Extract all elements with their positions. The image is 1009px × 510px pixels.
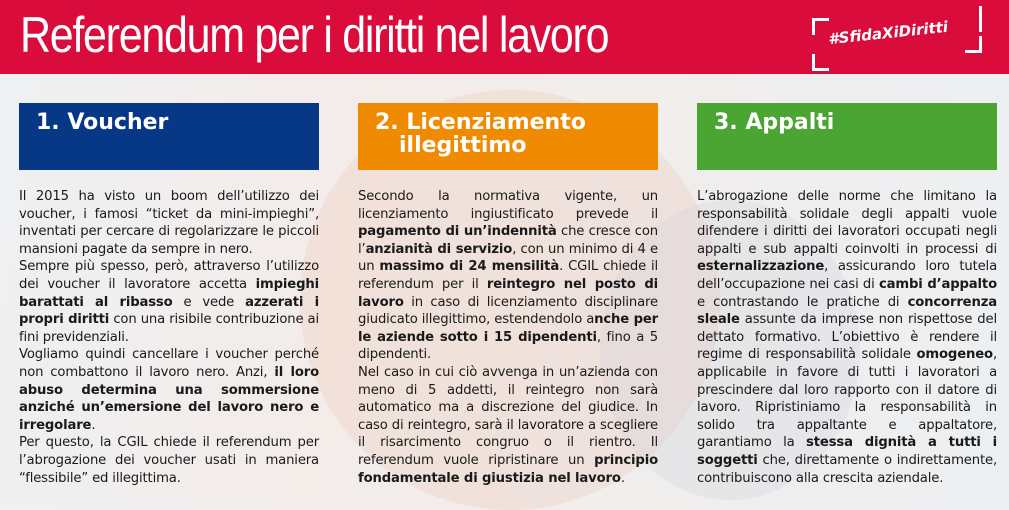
text: in caso di licenziamento disciplinare giudicato illegittimo, estendendolo a xyxy=(358,294,658,328)
text: assunte da imprese non rispettose del dettato formativo. L’obiettivo è rendere il regime di responsabilità solidale xyxy=(697,312,997,363)
bracket-decoration xyxy=(965,36,982,53)
bracket-decoration xyxy=(965,6,982,32)
section-title: 3. Appalti xyxy=(714,110,835,135)
bold-text: concorrenza sleale xyxy=(697,294,997,328)
text: , applicabile in favore di tutti i lavoratori a prescindere dal loro rapporto con il datore di lavoro. Ripristiniamo la responsabilità in solido tra appaltante e appaltatore, garantiamo la xyxy=(697,347,997,451)
text: che cresce con l’ xyxy=(358,224,658,257)
text: e contrastando le pratiche di xyxy=(697,294,908,310)
text: Per questo, la CGIL chiede il referendum per l’abrogazione dei voucher usati in maniera “flessibile” ed illegittima. xyxy=(19,435,319,486)
section-header-1 xyxy=(19,103,319,170)
paragraph xyxy=(697,188,997,487)
bold-text: azzerati i propri diritti xyxy=(19,294,319,328)
section-header-3 xyxy=(697,103,997,170)
bracket-decoration xyxy=(812,54,829,71)
section-title: 2. Licenziamento illegittimo xyxy=(375,110,586,158)
text: , assicurando loro tutela dell’occupazione nei casi di xyxy=(697,259,997,292)
paragraph xyxy=(19,434,319,487)
bold-text: cambi d’appalto xyxy=(878,276,997,292)
text: Sempre più spesso, però, attraverso l’utilizzo dei voucher il lavoratore accetta xyxy=(19,259,319,292)
bracket-decoration xyxy=(812,18,829,35)
text: . CGIL chiede il referendum per il xyxy=(358,259,659,292)
text: Vogliamo quindi cancellare i voucher perché non combattono il lavoro nero. Anzi, xyxy=(19,347,319,380)
text: , fino a 5 dipendenti. xyxy=(358,329,658,363)
bold-text: pagamento di un’indennità xyxy=(358,224,557,240)
section-header-2 xyxy=(358,103,658,170)
bold-text: reintegro nel posto di lavoro xyxy=(358,276,658,310)
paragraph xyxy=(19,346,319,434)
text: che, direttamente o indirettamente, contribuiscono alla crescita aziendale. xyxy=(697,452,997,486)
text: Secondo la normativa vigente, un licenziamento ingiustificato prevede il xyxy=(358,189,658,222)
text: L’abrogazione delle norme che limitano la responsabilità solidale degli appalti vuole difendere i diritti dei lavoratori occupati negli appalti e sub appalti coinvolti in processi di xyxy=(697,189,997,257)
bold-text: nche per le aziende sotto i 15 dipendenti xyxy=(358,312,659,345)
bold-text: omogeneo xyxy=(916,347,993,363)
section-body-1 xyxy=(19,188,319,487)
page-title: Referendum per i diritti nel lavoro xyxy=(20,7,609,63)
paragraph xyxy=(358,364,658,487)
paragraph xyxy=(358,188,658,364)
hashtag-logo xyxy=(806,4,992,72)
bold-text: stessa dignità a tutti i soggetti xyxy=(697,435,997,468)
text: . xyxy=(620,470,625,486)
bold-text: principio fondamentale di giustizia nel lavoro xyxy=(358,452,658,486)
text: con una risibile contribuzione ai fini previdenziali. xyxy=(19,312,319,345)
hashtag-text: #SfidaXiDiritti xyxy=(827,17,949,49)
paragraph xyxy=(19,188,319,258)
section-body-2 xyxy=(358,188,658,487)
text: e vede xyxy=(172,294,246,310)
paragraph xyxy=(19,258,319,346)
section-title-line: illegittimo xyxy=(399,133,527,158)
section-title: 1. Voucher xyxy=(36,110,169,135)
section-body-3 xyxy=(697,188,997,487)
bold-text: il loro abuso determina una sommersione anziché un’emersione del lavoro nero e irregolare xyxy=(19,364,319,433)
header-banner xyxy=(0,0,1009,74)
bold-text: anzianità di servizio xyxy=(365,241,513,257)
bold-text: esternalizzazione xyxy=(697,259,825,275)
bold-text: impieghi barattati al ribasso xyxy=(19,276,319,310)
text: Il 2015 ha visto un boom dell’utilizzo dei voucher, i famosi “ticket da mini-impieghi”, inventati per cercare di regolarizzare le piccoli mansioni pagate da sempre in nero. xyxy=(19,189,319,257)
text: , con un minimo di 4 e un xyxy=(358,241,658,275)
bold-text: massimo di 24 mensilità xyxy=(379,259,560,275)
text: Nel caso in cui ciò avvenga in un’azienda con meno di 5 addetti, il reintegro non sarà automatico ma a discrezione del giudice. In caso di reintegro, sarà il lavoratore a scegliere il risarcimento congruo o il rientro. Il referendum vuole ripristinare un xyxy=(358,364,658,468)
text: . xyxy=(91,417,96,433)
